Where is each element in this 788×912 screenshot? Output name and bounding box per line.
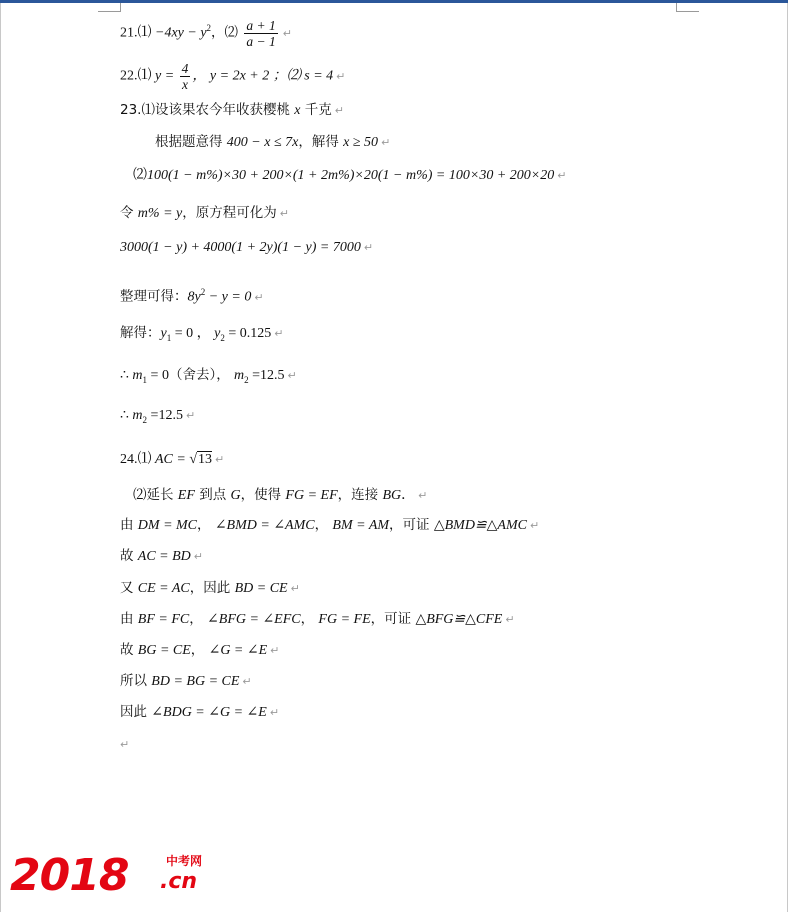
answer-23-part2: ⑵100(1 − m%)×30 + 200×(1 + 2m%)×20(1 − m%) = 100×30 + 200×20 ↵ <box>133 168 567 183</box>
paragraph-mark-icon: ↵ <box>274 327 284 340</box>
empty-paragraph <box>120 736 129 754</box>
paragraph-mark-icon: ↵ <box>334 104 344 117</box>
logo-domain: .cn <box>160 869 198 894</box>
margin-corner-mark-left <box>98 3 121 12</box>
answer-23-part1: 23.⑴设该果农今年收获樱桃 x 千克 ↵ <box>120 102 344 118</box>
paragraph-mark-icon: ↵ <box>279 207 289 220</box>
answer-24-part2: ⑵延长 EF 到点 G，使得 FG = EF，连接 BG． ↵ <box>133 487 428 503</box>
answer-23-simplify: 整理可得：$8y^2 - y = 0$ ↵ <box>120 287 264 305</box>
answer-24-part1: 24.⑴ AC = √13 ↵ <box>120 452 225 467</box>
answer-24-final: 因此 ∠BDG = ∠G = ∠E ↵ <box>120 704 280 720</box>
paragraph-mark-icon: ↵ <box>336 69 346 83</box>
paragraph-mark-icon: ↵ <box>120 738 130 751</box>
margin-corner-mark-right <box>676 3 699 12</box>
paragraph-mark-icon: ↵ <box>269 706 280 719</box>
logo-number: 2018 <box>10 850 129 901</box>
answer-23-condition: 根据题意得 400 − x ≤ 7x，解得 x ≥ 50 ↵ <box>155 134 391 150</box>
answer-22: 22.⑴ y = $\frac{4}{x}$ ， y = 2x + 2 ；⑵ s = 4 ↵ <box>120 61 346 92</box>
answer-24-congruence-2: 由 BF = FC， ∠BFG = ∠EFC， FG = FE，可证 △BFG≌△CFE ↵ <box>120 611 515 627</box>
answer-23-substitution: 令 m% = y，原方程可化为 ↵ <box>120 205 289 221</box>
paragraph-mark-icon: ↵ <box>242 675 252 688</box>
fraction: $\frac{a + 1}{a - 1}$ <box>246 18 276 49</box>
answer-24-step-2: 又 CE = AC，因此 BD = CE ↵ <box>120 580 300 596</box>
paragraph-mark-icon: ↵ <box>270 644 280 657</box>
paragraph-mark-icon: ↵ <box>505 613 515 626</box>
answer-23-solutions: 解得：$y_1 = 0$ ， $y_2 = 0.125$ ↵ <box>120 325 284 343</box>
answer-24-step-3: 所以 BD = BG = CE ↵ <box>120 673 252 689</box>
paragraph-mark-icon: ↵ <box>529 519 540 532</box>
paragraph-mark-icon: ↵ <box>363 241 374 254</box>
site-logo <box>10 852 210 902</box>
paragraph-mark-icon: ↵ <box>282 26 292 40</box>
paragraph-mark-icon: ↵ <box>254 290 264 304</box>
logo-badge: 中考网 <box>166 854 203 868</box>
answer-24-congruence-1: 由 DM = MC， ∠BMD = ∠AMC， BM = AM，可证 △BMD≌△AMC ↵ <box>120 517 540 533</box>
answer-24-conclusion-1: 故 AC = BD ↵ <box>120 548 204 564</box>
answer-21: 21.⑴ $-4xy - y^2$，⑵ $\frac{a + 1}{a - 1}$ ↵ <box>120 18 292 49</box>
paragraph-mark-icon: ↵ <box>287 369 297 382</box>
paragraph-mark-icon: ↵ <box>381 136 391 149</box>
answer-23-final: ∴ $m_2 =12.5$ ↵ <box>120 408 196 425</box>
paragraph-mark-icon: ↵ <box>215 453 225 466</box>
paragraph-mark-icon: ↵ <box>557 169 567 182</box>
paragraph-mark-icon: ↵ <box>418 489 428 502</box>
answer-23-equation: 3000(1 − y) + 4000(1 + 2y)(1 − y) = 7000 ↵ <box>120 240 374 255</box>
page-left-edge <box>0 3 1 912</box>
answer-24-conclusion-2: 故 BG = CE， ∠G = ∠E ↵ <box>120 642 280 658</box>
fraction: $\frac{4}{x}$ <box>181 61 189 92</box>
paragraph-mark-icon: ↵ <box>290 582 300 595</box>
paragraph-mark-icon: ↵ <box>185 409 196 422</box>
paragraph-mark-icon: ↵ <box>193 550 204 563</box>
answer-23-m-values: ∴ $m_1 = 0$（舍去）， $m_2 =12.5$ ↵ <box>120 367 297 385</box>
